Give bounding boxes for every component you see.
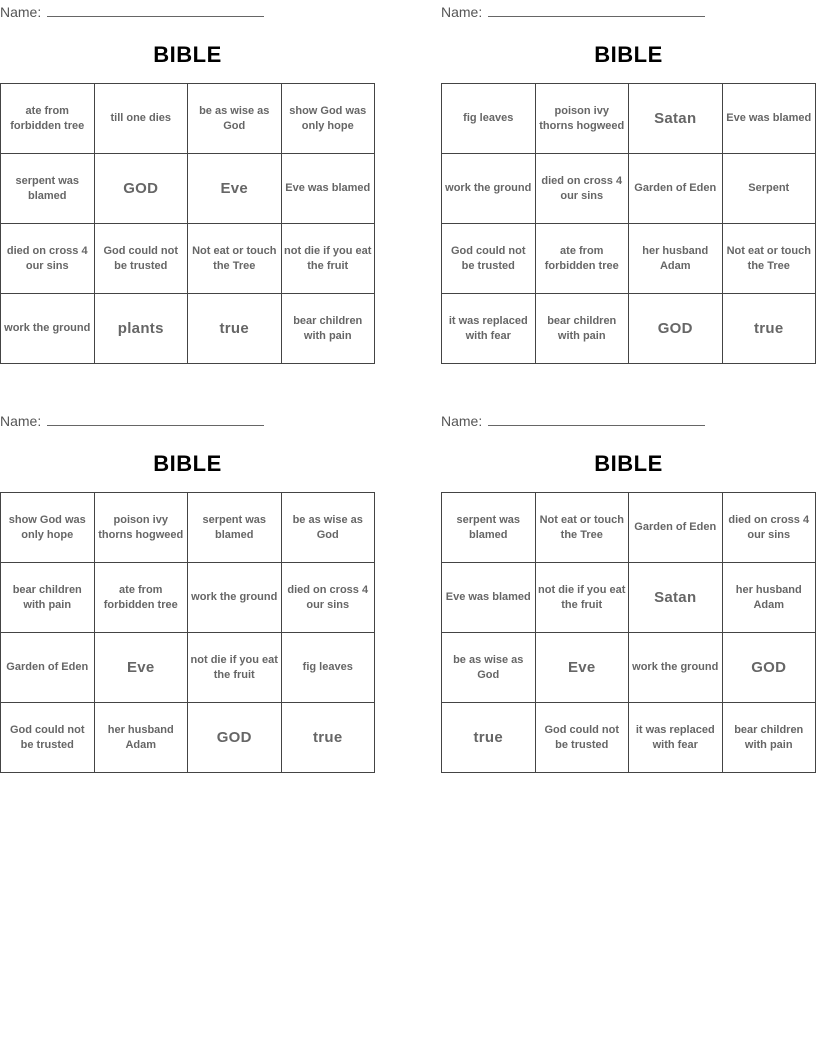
- grid-row: [1, 493, 375, 563]
- bingo-cell: Satan: [629, 563, 723, 633]
- bingo-cell: her husband Adam: [722, 563, 816, 633]
- grid-row: [442, 633, 816, 703]
- bingo-grid: [441, 83, 816, 364]
- bingo-cell: work the ground: [442, 154, 536, 224]
- name-line: [441, 412, 705, 429]
- bingo-cell: show God was only hope: [1, 493, 95, 563]
- bingo-cell: GOD: [722, 633, 816, 703]
- bingo-cell: work the ground: [629, 633, 723, 703]
- bingo-cell: died on cross 4 our sins: [1, 224, 95, 294]
- bingo-grid: [441, 492, 816, 773]
- name-line: [0, 412, 264, 429]
- bingo-cell: true: [442, 703, 536, 773]
- bingo-cell: God could not be trusted: [535, 703, 629, 773]
- grid-row: [1, 633, 375, 703]
- grid-row: [1, 84, 375, 154]
- grid-row: [442, 224, 816, 294]
- bingo-cell: serpent was blamed: [188, 493, 282, 563]
- bingo-cell: God could not be trusted: [442, 224, 536, 294]
- bingo-cell: Not eat or touch the Tree: [535, 493, 629, 563]
- grid-row: [1, 154, 375, 224]
- bingo-cell: GOD: [94, 154, 188, 224]
- grid-row: [442, 154, 816, 224]
- bingo-cell: fig leaves: [281, 633, 375, 703]
- bingo-cell: Eve was blamed: [281, 154, 375, 224]
- grid-row: [442, 493, 816, 563]
- name-blank: [47, 3, 264, 17]
- grid-row: [442, 84, 816, 154]
- grid-row: [1, 563, 375, 633]
- bingo-cell: her husband Adam: [629, 224, 723, 294]
- bingo-cell: bear children with pain: [722, 703, 816, 773]
- card-title: BIBLE: [153, 42, 222, 67]
- bingo-cell: Not eat or touch the Tree: [188, 224, 282, 294]
- name-label: Name:: [0, 413, 42, 429]
- bingo-cell: it was replaced with fear: [442, 294, 536, 364]
- bingo-cell: Not eat or touch the Tree: [722, 224, 816, 294]
- grid-row: [1, 224, 375, 294]
- bingo-cell: true: [281, 703, 375, 773]
- bingo-cell: show God was only hope: [281, 84, 375, 154]
- bingo-cell: Eve: [94, 633, 188, 703]
- grid-row: [1, 703, 375, 773]
- bingo-cell: God could not be trusted: [94, 224, 188, 294]
- card-title: BIBLE: [594, 42, 663, 67]
- bingo-cell: true: [188, 294, 282, 364]
- bingo-cell: poison ivy thorns hogweed: [535, 84, 629, 154]
- bingo-cell: her husband Adam: [94, 703, 188, 773]
- bingo-cell: GOD: [629, 294, 723, 364]
- bingo-cell: Garden of Eden: [1, 633, 95, 703]
- bingo-cell: Eve was blamed: [722, 84, 816, 154]
- name-label: Name:: [441, 413, 483, 429]
- bingo-cell: ate from forbidden tree: [94, 563, 188, 633]
- bingo-grid: [0, 492, 375, 773]
- bingo-cell: serpent was blamed: [442, 493, 536, 563]
- bingo-cell: GOD: [188, 703, 282, 773]
- bingo-cell: died on cross 4 our sins: [535, 154, 629, 224]
- bingo-cell: died on cross 4 our sins: [722, 493, 816, 563]
- bingo-cell: not die if you eat the fruit: [188, 633, 282, 703]
- bingo-cell: true: [722, 294, 816, 364]
- bingo-cell: it was replaced with fear: [629, 703, 723, 773]
- bingo-cell: God could not be trusted: [1, 703, 95, 773]
- bingo-cell: bear children with pain: [535, 294, 629, 364]
- bingo-cell: Eve: [188, 154, 282, 224]
- bingo-cell: be as wise as God: [442, 633, 536, 703]
- bingo-cell: be as wise as God: [188, 84, 282, 154]
- bingo-cell: Eve was blamed: [442, 563, 536, 633]
- bingo-grid: [0, 83, 375, 364]
- name-blank: [488, 3, 705, 17]
- name-label: Name:: [0, 4, 42, 20]
- card-title: BIBLE: [594, 451, 663, 476]
- bingo-cell: poison ivy thorns hogweed: [94, 493, 188, 563]
- bingo-cell: Serpent: [722, 154, 816, 224]
- bingo-cell: bear children with pain: [281, 294, 375, 364]
- name-blank: [47, 412, 264, 426]
- bingo-cell: work the ground: [188, 563, 282, 633]
- bingo-cell: fig leaves: [442, 84, 536, 154]
- bingo-cell: bear children with pain: [1, 563, 95, 633]
- card-title: BIBLE: [153, 451, 222, 476]
- bingo-cell: till one dies: [94, 84, 188, 154]
- bingo-cell: plants: [94, 294, 188, 364]
- bingo-cell: be as wise as God: [281, 493, 375, 563]
- grid-row: [1, 294, 375, 364]
- bingo-cell: Garden of Eden: [629, 154, 723, 224]
- grid-row: [442, 703, 816, 773]
- bingo-cell: work the ground: [1, 294, 95, 364]
- bingo-cell: died on cross 4 our sins: [281, 563, 375, 633]
- bingo-cell: Satan: [629, 84, 723, 154]
- name-line: [441, 3, 705, 20]
- grid-row: [442, 563, 816, 633]
- grid-row: [442, 294, 816, 364]
- bingo-cell: not die if you eat the fruit: [281, 224, 375, 294]
- name-blank: [488, 412, 705, 426]
- bingo-cell: ate from forbidden tree: [1, 84, 95, 154]
- name-label: Name:: [441, 4, 483, 20]
- bingo-cell: ate from forbidden tree: [535, 224, 629, 294]
- bingo-cell: serpent was blamed: [1, 154, 95, 224]
- bingo-cell: not die if you eat the fruit: [535, 563, 629, 633]
- bingo-cell: Garden of Eden: [629, 493, 723, 563]
- name-line: [0, 3, 264, 20]
- bingo-cell: Eve: [535, 633, 629, 703]
